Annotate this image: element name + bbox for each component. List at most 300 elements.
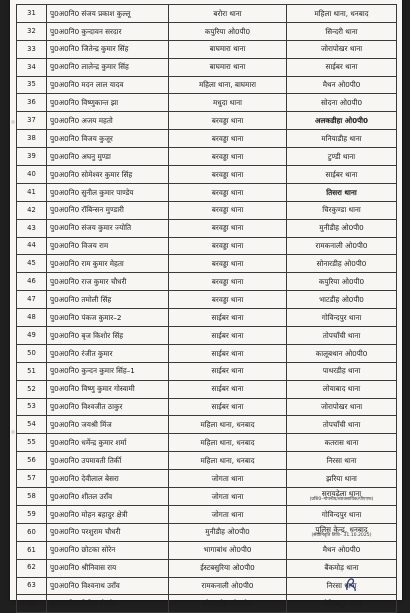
current-posting-cell: [169, 94, 287, 112]
officer-name-cell-text: पु0अ0नि0 कुन्दन कुमार सिंह–1: [50, 366, 135, 376]
officer-name-cell: [47, 523, 169, 541]
officer-name-cell-text: पु0अ0नि0 विष्णु कुमार गोस्वामी: [50, 384, 135, 394]
new-posting-cell: [287, 58, 397, 76]
new-posting-cell: [287, 219, 397, 237]
current-posting-cell: [169, 470, 287, 488]
new-posting-cell: [287, 112, 397, 130]
table-row: [17, 488, 397, 506]
serial-number-cell: [17, 291, 47, 309]
current-posting-cell: [169, 166, 287, 184]
serial-number-cell-text: 40: [27, 169, 36, 178]
serial-number-cell: [17, 76, 47, 94]
new-posting-cell-text: गोविन्दपुर थाना: [321, 599, 362, 609]
table-row: [17, 148, 397, 166]
officer-name-cell: [47, 577, 169, 595]
officer-name-cell-text: पु0अ0नि0 लालेन्द्र कुमार सिंह: [50, 62, 129, 72]
table-row: [17, 112, 397, 130]
officer-name-cell: [47, 309, 169, 327]
current-posting-cell: [169, 416, 287, 434]
new-posting-cell-text: जोरापोखर थाना: [320, 44, 363, 54]
officer-name-cell-text: पु0अ0नि0 मोहन बहादुर क्षेत्री: [50, 509, 128, 519]
serial-number-cell: [17, 94, 47, 112]
serial-number-cell: [17, 505, 47, 523]
table-row: [17, 344, 397, 362]
officer-name-cell-text: पु0अ0नि0 रंजीत कुमार: [50, 348, 113, 358]
officer-name-cell-text: पु0अ0नि0 शीतल उराँव: [50, 491, 113, 501]
new-posting-cell-text: गोविन्दपुर थाना: [321, 312, 362, 322]
officer-name-cell-text: पु0अ0नि0 कुन्दावन सरदार: [50, 26, 122, 36]
current-posting-cell: [169, 40, 287, 58]
current-posting-cell-text: बरवड्डा थाना: [211, 277, 244, 287]
new-posting-cell: [287, 40, 397, 58]
new-posting-cell-text: लोयाबाद थाना: [322, 384, 361, 394]
serial-number-cell-text: 56: [27, 456, 36, 465]
new-posting-cell-text: पाथरडीह थाना: [322, 366, 361, 376]
serial-number-cell: [17, 380, 47, 398]
posting-note: (सेवानिवृति तिथि– 31.10.2025): [311, 532, 372, 538]
table-row: [17, 219, 397, 237]
current-posting-cell-text: मुनीडीह ओ0पी0: [205, 527, 250, 537]
serial-number-cell: [17, 541, 47, 559]
new-posting-cell-text: साईबर थाना: [325, 62, 358, 72]
officer-name-cell: [47, 380, 169, 398]
current-posting-cell: [169, 183, 287, 201]
new-posting-cell-text: निरसा थाना: [326, 581, 357, 591]
officer-name-cell-text: पु0अ0नि0 संजय प्रकाश कुल्लू: [50, 8, 131, 18]
new-posting-cell: [287, 148, 397, 166]
punch-hole: [11, 430, 15, 434]
serial-number-cell: [17, 22, 47, 40]
serial-number-cell-text: 31: [27, 8, 36, 17]
current-posting-cell: [169, 291, 287, 309]
current-posting-cell-text: बरवड्डा थाना: [211, 169, 244, 179]
current-posting-cell: [169, 309, 287, 327]
current-posting-cell-text: महिला थाना, बाघमारा: [198, 80, 257, 90]
new-posting-cell-text: मैथन ओ0पी0: [322, 545, 361, 555]
current-posting-cell-text: भागाबांध ओ0पी0: [203, 545, 252, 555]
table-row: [17, 595, 397, 613]
current-posting-cell-text: बरवड्डा थाना: [211, 294, 244, 304]
new-posting-cell: [287, 94, 397, 112]
officer-name-cell-text: पु0अ0नि0 सोमेश्वर कुमार सिंह: [50, 169, 133, 179]
current-posting-cell-text: बरवड्डा थाना: [211, 223, 244, 233]
table-row: [17, 470, 397, 488]
serial-number-cell-text: 59: [27, 509, 36, 518]
new-posting-cell-text: सरायढेला थाना: [321, 489, 362, 499]
current-posting-cell: [169, 523, 287, 541]
serial-number-cell: [17, 112, 47, 130]
officer-name-cell: [47, 237, 169, 255]
new-posting-cell: [287, 22, 397, 40]
serial-number-cell: [17, 201, 47, 219]
current-posting-cell: [169, 362, 287, 380]
officer-name-cell-text: पु0अ0नि0 विष्णुकान्त झा: [50, 98, 119, 108]
officer-name-cell: [47, 434, 169, 452]
current-posting-cell-text: सोनारडीह ओ0पी0: [202, 599, 253, 609]
serial-number-cell-text: 34: [27, 62, 36, 71]
current-posting-cell-text: बाघमारा थाना: [209, 62, 246, 72]
serial-number-cell: [17, 488, 47, 506]
new-posting-cell-text: टुण्डी थाना: [327, 151, 356, 161]
serial-number-cell-text: 49: [27, 330, 36, 339]
table-row: [17, 398, 397, 416]
table-row: [17, 5, 397, 23]
current-posting-cell: [169, 344, 287, 362]
serial-number-cell-text: 63: [27, 581, 36, 590]
table-row: [17, 291, 397, 309]
new-posting-cell-text: जोरापोखर थाना: [320, 402, 363, 412]
new-posting-cell-text: भाटडीह ओ0पी0: [319, 294, 364, 304]
transfer-table-body: [17, 5, 397, 613]
officer-name-cell: [47, 255, 169, 273]
officer-name-cell-text: पु0अ0नि0 परशुराम चौधरी: [50, 527, 121, 537]
new-posting-cell-text: कपुरिया ओ0पी0: [318, 277, 365, 287]
table-row: [17, 559, 397, 577]
current-posting-cell-text: जोगता थाना: [211, 491, 244, 501]
serial-number-cell-text: 39: [27, 152, 36, 160]
current-posting-cell: [169, 577, 287, 595]
serial-number-cell-text: 47: [27, 295, 36, 304]
current-posting-cell: [169, 595, 287, 613]
table-row: [17, 541, 397, 559]
new-posting-cell-text: अलकडीहा ओ0पी0: [314, 116, 369, 125]
serial-number-cell: [17, 148, 47, 166]
officer-name-cell-text: पु0अ0नि0 विपिन टोप्पो: [50, 599, 114, 609]
officer-name-cell-text: पु0अ0नि0 तमोली सिंह: [50, 294, 112, 304]
current-posting-cell: [169, 130, 287, 148]
signature-mark: [344, 576, 358, 592]
new-posting-cell-text: मैथन ओ0पी0: [322, 80, 361, 90]
table-row: [17, 201, 397, 219]
new-posting-cell: [287, 130, 397, 148]
new-posting-cell: [287, 5, 397, 23]
serial-number-cell: [17, 58, 47, 76]
officer-name-cell-text: पु0अ0नि0 जयश्री मिंज: [50, 420, 112, 430]
officer-name-cell-text: पु0अ0नि0 उपमावती तिर्की: [50, 455, 122, 465]
officer-name-cell-text: पु0अ0नि0 बृज किशोर सिंह: [50, 330, 124, 340]
current-posting-cell-text: बरवड्डा थाना: [211, 187, 244, 197]
serial-number-cell-text: 45: [27, 259, 36, 268]
officer-name-cell-text: पु0अ0नि0 विजय राम: [50, 241, 109, 251]
new-posting-cell: [287, 76, 397, 94]
current-posting-cell: [169, 559, 287, 577]
serial-number-cell: [17, 255, 47, 273]
serial-number-cell: [17, 434, 47, 452]
current-posting-cell-text: मधुदा थाना: [213, 98, 242, 108]
serial-number-cell: [17, 559, 47, 577]
table-row: [17, 505, 397, 523]
officer-name-cell: [47, 505, 169, 523]
new-posting-cell: [287, 470, 397, 488]
serial-number-cell: [17, 183, 47, 201]
officer-name-cell: [47, 112, 169, 130]
current-posting-cell: [169, 22, 287, 40]
table-row: [17, 416, 397, 434]
new-posting-cell-text: सोनारडीह ओ0पी0: [316, 259, 367, 269]
serial-number-cell-text: 62: [27, 563, 36, 572]
officer-name-cell-text: पु0अ0नि0 विश्वजीत ठाकुर: [50, 402, 123, 412]
current-posting-cell-text: बरवड्डा थाना: [211, 205, 244, 215]
table-row: [17, 577, 397, 595]
table-row: [17, 130, 397, 148]
table-row: [17, 58, 397, 76]
current-posting-cell: [169, 505, 287, 523]
current-posting-cell-text: बरवड्डा थाना: [211, 116, 244, 125]
officer-name-cell-text: पु0अ0नि0 सुनील कुमार पाण्डेय: [50, 187, 134, 197]
officer-name-cell: [47, 201, 169, 219]
current-posting-cell-text: बरवड्डा थाना: [211, 151, 244, 161]
current-posting-cell-text: महिला थाना, धनबाद: [200, 438, 255, 448]
current-posting-cell: [169, 76, 287, 94]
table-row: [17, 434, 397, 452]
table-row: [17, 40, 397, 58]
current-posting-cell: [169, 201, 287, 219]
serial-number-cell: [17, 130, 47, 148]
officer-name-cell: [47, 344, 169, 362]
current-posting-cell-text: बाघमारा थाना: [209, 44, 246, 54]
table-row: [17, 183, 397, 201]
officer-name-cell-text: पु0अ0नि0 विश्वनाथ उराँव: [50, 581, 120, 591]
table-row: [17, 166, 397, 184]
new-posting-cell: [287, 488, 397, 506]
officer-name-cell: [47, 398, 169, 416]
serial-number-cell: [17, 237, 47, 255]
officer-name-cell-text: पु0अ0नि0 संजय कुमार ज्योति: [50, 223, 132, 233]
new-posting-cell: [287, 273, 397, 291]
current-posting-cell: [169, 541, 287, 559]
officer-name-cell-text: पु0अ0नि0 रॉबिन्सन मुण्डारी: [50, 205, 124, 215]
serial-number-cell-text: 32: [27, 26, 36, 35]
officer-name-cell: [47, 559, 169, 577]
new-posting-cell: [287, 309, 397, 327]
current-posting-cell: [169, 5, 287, 23]
serial-number-cell-text: 55: [27, 438, 36, 447]
serial-number-cell-text: 53: [27, 402, 36, 411]
officer-name-cell-text: पु0अ0नि0 विजय कुजूर: [50, 133, 113, 143]
table-row: [17, 309, 397, 327]
current-posting-cell-text: जोगता थाना: [211, 473, 244, 483]
new-posting-cell-text: बैंकमोड़ थाना: [324, 563, 359, 573]
officer-name-cell: [47, 22, 169, 40]
officer-name-cell-text: पु0अ0नि0 श्रीनिवास राय: [50, 563, 117, 573]
current-posting-cell-text: बरोरा थाना: [213, 8, 242, 18]
table-row: [17, 22, 397, 40]
current-posting-cell-text: साईबर थाना: [211, 312, 244, 322]
table-row: [17, 273, 397, 291]
officer-name-cell: [47, 58, 169, 76]
officer-name-cell: [47, 488, 169, 506]
new-posting-cell-text: साईबर थाना: [325, 169, 358, 179]
officer-name-cell: [47, 595, 169, 613]
officer-name-cell: [47, 291, 169, 309]
new-posting-cell: [287, 416, 397, 434]
serial-number-cell-text: 33: [27, 44, 36, 53]
new-posting-cell: [287, 541, 397, 559]
serial-number-cell-text: 50: [27, 348, 36, 357]
table-row: [17, 362, 397, 380]
officer-name-cell: [47, 327, 169, 345]
officer-name-cell: [47, 452, 169, 470]
serial-number-cell: [17, 470, 47, 488]
serial-number-cell-text: 44: [27, 241, 36, 250]
current-posting-cell: [169, 112, 287, 130]
table-row: [17, 237, 397, 255]
table-row: [17, 327, 397, 345]
serial-number-cell-text: 35: [27, 80, 36, 89]
current-posting-cell: [169, 452, 287, 470]
current-posting-cell-text: कपुरिया ओ0पी0: [204, 26, 251, 36]
officer-name-cell-text: पु0अ0नि0 राम कुमार मेहता: [50, 259, 124, 269]
officer-name-cell-text: पु0अ0नि0 छोटका सोरेन: [50, 545, 116, 555]
current-posting-cell: [169, 380, 287, 398]
new-posting-cell-text: सोदना ओ0पी0: [320, 98, 363, 108]
new-posting-cell: [287, 380, 397, 398]
officer-name-cell: [47, 5, 169, 23]
serial-number-cell-text: 57: [27, 474, 36, 483]
new-posting-cell: [287, 577, 397, 595]
serial-number-cell: [17, 398, 47, 416]
table-row: [17, 76, 397, 94]
new-posting-cell: [287, 291, 397, 309]
current-posting-cell: [169, 148, 287, 166]
new-posting-cell-text: गोविन्दपुर थाना: [321, 509, 362, 519]
new-posting-cell-text: मुनीडीह ओ0पी0: [319, 223, 364, 233]
serial-number-cell-text: 42: [27, 205, 36, 214]
officer-name-cell-text: पु0अ0नि0 पंकज कुमार–2: [50, 312, 122, 322]
new-posting-cell-text: तोपचाँची थाना: [322, 420, 361, 430]
serial-number-cell-text: 41: [27, 187, 36, 196]
officer-name-cell: [47, 273, 169, 291]
serial-number-cell: [17, 40, 47, 58]
serial-number-cell: [17, 309, 47, 327]
serial-number-cell-text: 58: [27, 491, 36, 500]
serial-number-cell: [17, 344, 47, 362]
officer-name-cell-text: पु0अ0नि0 मदन लाल यादव: [50, 80, 124, 90]
posting-note: (प्रशि0–गोपनीय/व्यावसायिक/पीएएफ): [309, 496, 374, 502]
serial-number-cell-text: 52: [27, 384, 36, 393]
officer-name-cell: [47, 40, 169, 58]
current-posting-cell-text: महिला थाना, धनबाद: [200, 420, 255, 430]
current-posting-cell-text: बरवड्डा थाना: [211, 241, 244, 251]
officer-name-cell: [47, 94, 169, 112]
serial-number-cell-text: 48: [27, 313, 36, 322]
serial-number-cell: [17, 577, 47, 595]
table-row: [17, 94, 397, 112]
current-posting-cell: [169, 434, 287, 452]
current-posting-cell-text: ईस्टबसुरिया ओ0पी0: [200, 563, 255, 573]
table-row: [17, 380, 397, 398]
new-posting-cell: [287, 183, 397, 201]
new-posting-cell: [287, 398, 397, 416]
officer-name-cell: [47, 130, 169, 148]
new-posting-cell: [287, 559, 397, 577]
new-posting-cell-text: झरिया थाना: [326, 473, 357, 483]
new-posting-cell-text: रामकनाली ओ0पी0: [315, 241, 368, 251]
officer-name-cell: [47, 166, 169, 184]
new-posting-cell: [287, 327, 397, 345]
current-posting-cell: [169, 237, 287, 255]
serial-number-cell-text: 60: [27, 527, 36, 536]
new-posting-cell-text: सिन्दरी थाना: [325, 26, 358, 36]
new-posting-cell-text: निरसा थाना: [326, 455, 357, 465]
new-posting-cell: [287, 201, 397, 219]
serial-number-cell-text: 51: [27, 366, 36, 375]
serial-number-cell-text: 54: [27, 420, 36, 429]
serial-number-cell: [17, 595, 47, 613]
current-posting-cell-text: महिला थाना, धनबाद: [200, 455, 255, 465]
serial-number-cell-text: 38: [27, 134, 36, 143]
serial-number-cell-text: 37: [27, 116, 36, 125]
serial-number-cell: [17, 327, 47, 345]
serial-number-cell: [17, 166, 47, 184]
officer-name-cell: [47, 183, 169, 201]
table-row: [17, 452, 397, 470]
serial-number-cell: [17, 219, 47, 237]
current-posting-cell-text: रामकनाली ओ0पी0: [201, 581, 254, 591]
current-posting-cell: [169, 255, 287, 273]
serial-number-cell: [17, 273, 47, 291]
officer-name-cell-text: पु0अ0नि0 राज कुमार चौधरी: [50, 277, 127, 287]
table-row: [17, 523, 397, 541]
current-posting-cell-text: बरवड्डा थाना: [211, 259, 244, 269]
current-posting-cell-text: साईबर थाना: [211, 366, 244, 376]
new-posting-cell-text: तोपचाँची थाना: [322, 330, 361, 340]
current-posting-cell: [169, 273, 287, 291]
current-posting-cell: [169, 219, 287, 237]
serial-number-cell-text: 64: [27, 599, 36, 608]
current-posting-cell: [169, 327, 287, 345]
officer-name-cell: [47, 76, 169, 94]
serial-number-cell: [17, 452, 47, 470]
serial-number-cell: [17, 523, 47, 541]
serial-number-cell-text: 36: [27, 98, 36, 107]
new-posting-cell-text: मनियाडीह थाना: [321, 133, 362, 143]
serial-number-cell: [17, 5, 47, 23]
current-posting-cell-text: साईबर थाना: [211, 348, 244, 358]
new-posting-cell-text: कतरास थाना: [324, 438, 359, 448]
new-posting-cell-text: महिला थाना, धनबाद: [314, 8, 369, 18]
table-row: [17, 255, 397, 273]
serial-number-cell-text: 43: [27, 223, 36, 232]
officer-name-cell-text: पु0अ0नि0 अजय महतो: [50, 116, 113, 125]
officer-name-cell-text: पु0अ0नि0 धर्मेन्द्र कुमार शर्मा: [50, 438, 127, 448]
officer-name-cell: [47, 362, 169, 380]
officer-name-cell: [47, 219, 169, 237]
new-posting-cell-text: कालूबथान ओ0पी0: [315, 348, 368, 358]
transfer-table: [16, 4, 397, 613]
new-posting-cell: [287, 434, 397, 452]
current-posting-cell-text: साईबर थाना: [211, 402, 244, 412]
new-posting-cell-text: चिरकुण्डा थाना: [322, 205, 361, 215]
current-posting-cell-text: साईबर थाना: [211, 384, 244, 394]
officer-name-cell-text: पु0अ0नि0 देवीलाल बेसरा: [50, 473, 119, 483]
current-posting-cell-text: बरवड्डा थाना: [211, 133, 244, 143]
officer-name-cell: [47, 470, 169, 488]
serial-number-cell: [17, 362, 47, 380]
new-posting-cell: [287, 523, 397, 541]
serial-number-cell-text: 61: [27, 545, 36, 554]
officer-name-cell: [47, 148, 169, 166]
new-posting-cell: [287, 255, 397, 273]
new-posting-cell: [287, 237, 397, 255]
new-posting-cell-text: तिसरा थाना: [326, 187, 357, 197]
document-page: [10, 0, 402, 609]
new-posting-cell: [287, 344, 397, 362]
new-posting-cell: [287, 166, 397, 184]
current-posting-cell-text: जोगता थाना: [211, 509, 244, 519]
current-posting-cell: [169, 58, 287, 76]
current-posting-cell: [169, 398, 287, 416]
